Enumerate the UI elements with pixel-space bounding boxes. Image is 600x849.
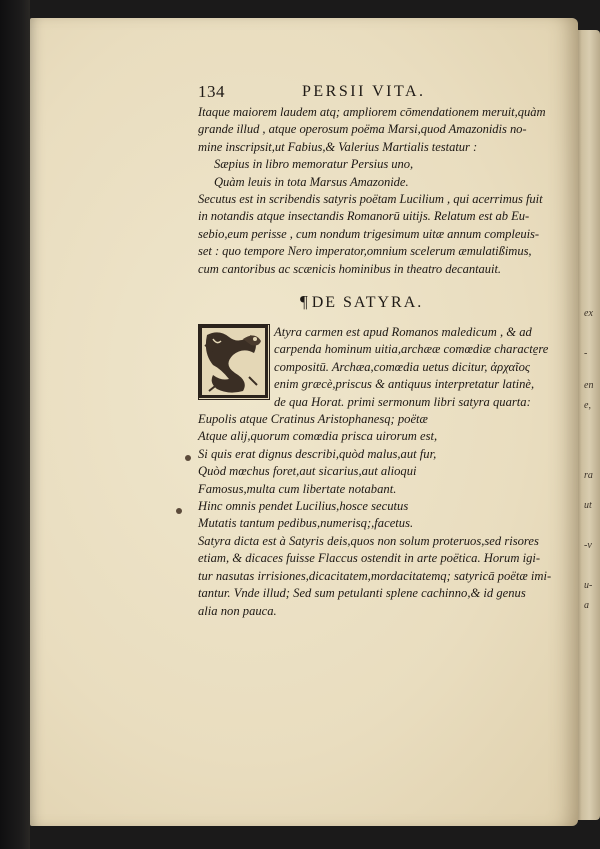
edge-fragment: en [584,380,594,391]
book-binding [0,0,30,849]
page-number: 134 [198,82,225,101]
edge-fragment: e, [584,400,591,411]
verse-line: Famosus,multa cum libertate notabant. [198,481,397,496]
page-header [198,82,538,104]
edge-fragment: -v [584,540,592,551]
section-heading [300,292,423,312]
verse-line: Atque alij,quorum comœdia prisca uirorum est, [198,429,438,444]
verse-line: Eupolis atque Cratinus Aristophanesq; poëtæ [198,412,428,427]
text-line: Itaque maiorem laudem atq; ampliorem cōmendationem meruit,quàm [198,105,546,119]
verse-line: Si quis erat dignus describi,quòd malus,aut fur, [198,446,437,461]
edge-fragment: - [584,348,588,359]
verse-line: Hinc omnis pendet Lucilius,hosce secutus [198,499,409,514]
text-line: cum cantoribus ac scænicis hominibus in theatro decantauit. [198,261,502,276]
text-line: Satyra dicta est à Satyris deis,quos non solum proteruos,sed risores [198,533,539,548]
text-line: set : quo tempore Nero imperator,omnium scelerum æmulatißimus, [198,244,532,259]
intro-paragraph [198,104,548,278]
text-line: in notandis atque insectandis Romanorū uitijs. Relatum est ab Eu- [198,209,530,224]
ink-spot [176,508,182,514]
text-line: tantur. Vnde illud; Sed sum petulanti splene cachinno,& id genus [198,586,526,601]
verse-line: Sæpius in libro memoratur Persius uno, [214,157,414,172]
text-line: compositū. Archæa,comœdia uetus dicitur, ἀρχαῖος [274,359,530,374]
text-line: mine inscripsit,ut Fabius,& Valerius Martialis testatur : [198,139,478,154]
edge-fragment: a [584,600,589,611]
text-line: tur nasutas irrisiones,dicacitatem,mordacitatemq; satyricā poëtæ imi- [198,568,552,583]
text-line: sebio,eum perisse , cum nondum trigesimum uitæ annum compleuis- [198,226,540,241]
section-heading-text: DE SATYRA. [311,294,424,311]
edge-fragment: ut [584,500,592,511]
running-title: PERSII VITA. [302,83,426,100]
text-line: grande illud , atque operosum poëma Marsi,quod Amazonidis no- [198,122,527,137]
ink-spot [185,455,191,461]
verse-line: Quòd mœchus foret,aut sicarius,aut alioqui [198,464,417,479]
text-line: Secutus est in scribendis satyris poëtam Lucilium , qui acerrimus fuit [198,192,543,207]
pilcrow-mark: ¶ [300,292,310,311]
satyra-paragraph [198,324,552,620]
text-line: enim græcè,priscus & antiquus interpretatur latinè, [274,377,535,392]
text-line: Atyra carmen est apud Romanos maledicum , & ad [274,325,532,339]
text-line: etiam, & dicaces fuisse Flaccus ostendit in arte poëtica. Horum igi- [198,551,541,566]
edge-fragment: ra [584,470,593,481]
verse-line: Mutatis tantum pedibus,numerisq;,facetus. [198,516,414,531]
edge-fragment: u- [584,580,593,591]
text-line: carpenda hominum uitia,archææ comœdiæ characte̱re [274,342,549,357]
verse-line: Quàm leuis in tota Marsus Amazonide. [214,174,409,189]
text-line: alia non pauca. [198,603,277,618]
text-line: de qua Horat. primi sermonum libri satyra quarta: [274,394,531,409]
edge-fragment: ex [584,308,593,319]
